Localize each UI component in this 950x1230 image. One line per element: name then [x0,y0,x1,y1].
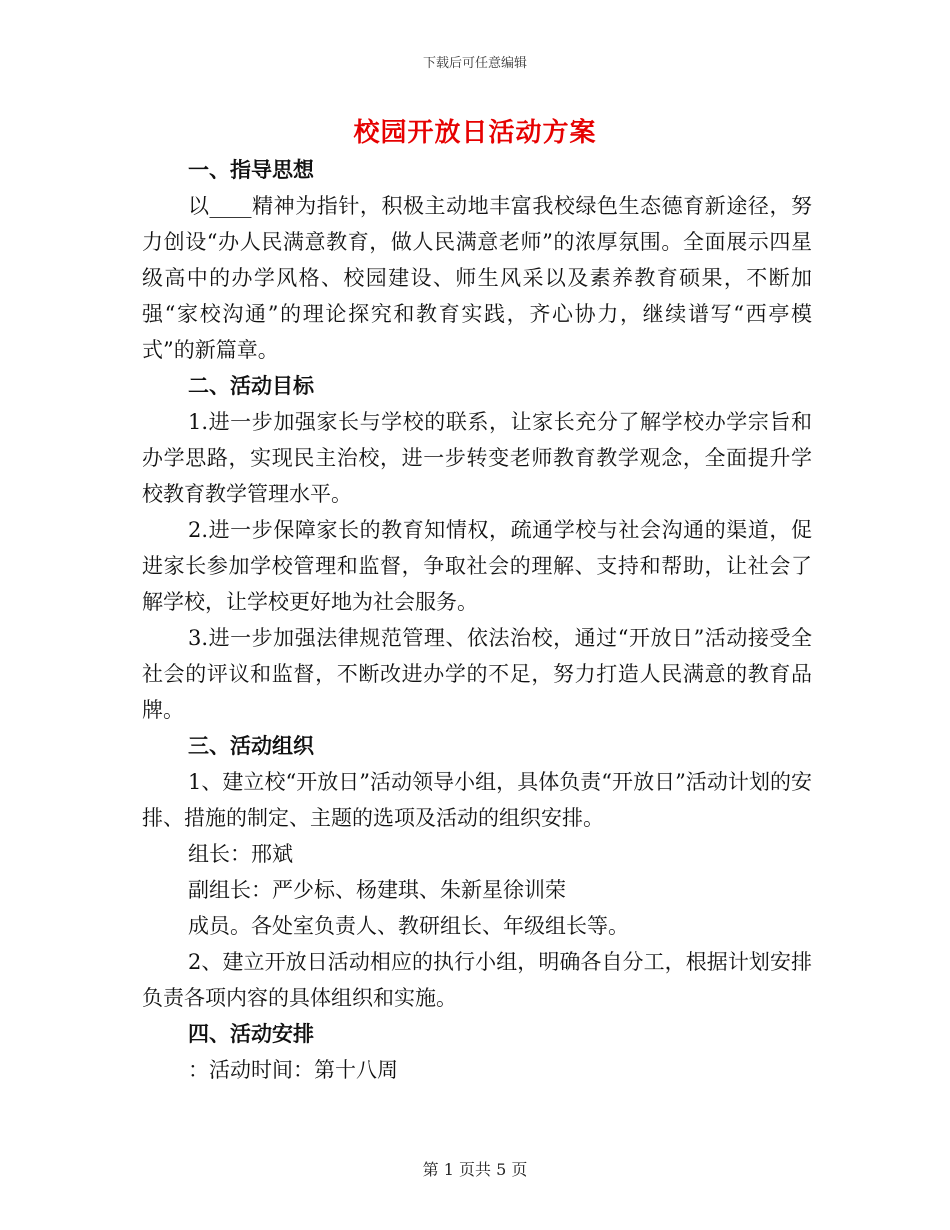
section-heading-2: 二、活动目标 [188,374,314,398]
paragraph-goal-2: 2.进一步保障家长的教育知情权，疏通学校与社会沟通的渠道，促进家长参加学校管理和监督，争取社会的理解、支持和帮助，让社会了解学校，让学校更好地为社会服务。 [142,518,812,614]
header-note: 下载后可任意编辑 [422,56,527,71]
section-heading-1: 一、指导思想 [188,158,314,182]
line-members: 成员。各处室负责人、教研组长、年级组长等。 [188,914,629,938]
line-deputy-leaders: 副组长：严少标、杨建琪、朱新星徐训荣 [188,878,566,902]
paragraph-organization-2: 2、建立开放日活动相应的执行小组，明确各自分工，根据计划安排负责各项内容的具体组织和实施。 [142,950,812,1010]
paragraph-goal-3: 3.进一步加强法律规范管理、依法治校，通过“开放日”活动接受全社会的评议和监督，不断改进办学的不足，努力打造人民满意的教育品牌。 [142,626,812,722]
section-heading-3: 三、活动组织 [188,734,314,758]
line-group-leader: 组长：邢斌 [188,842,293,866]
paragraph-guiding-thought: 以____精神为指针，积极主动地丰富我校绿色生态德育新途径，努力创设“办人民满意教育，做人民满意老师”的浓厚氛围。全面展示四星级高中的办学风格、校园建设、师生风采以及素养教育硕果，不断加强“家校沟通”的理论探究和教育实践，齐心协力，继续谱写“西亭模式”的新篇章。 [142,194,812,362]
section-heading-4: 四、活动安排 [188,1022,314,1046]
paragraph-goal-1: 1.进一步加强家长与学校的联系，让家长充分了解学校办学宗旨和办学思路，实现民主治校，进一步转变老师教育教学观念，全面提升学校教育教学管理水平。 [142,410,812,506]
page-footer: 第 1 页共 5 页 [422,1160,528,1179]
document-body [142,152,812,1088]
line-activity-time: ：活动时间：第十八周 [188,1058,398,1082]
document-title: 校园开放日活动方案 [353,118,597,148]
paragraph-organization-1: 1、建立校“开放日”活动领导小组，具体负责“开放日”活动计划的安排、措施的制定、主题的选项及活动的组织安排。 [142,770,812,830]
